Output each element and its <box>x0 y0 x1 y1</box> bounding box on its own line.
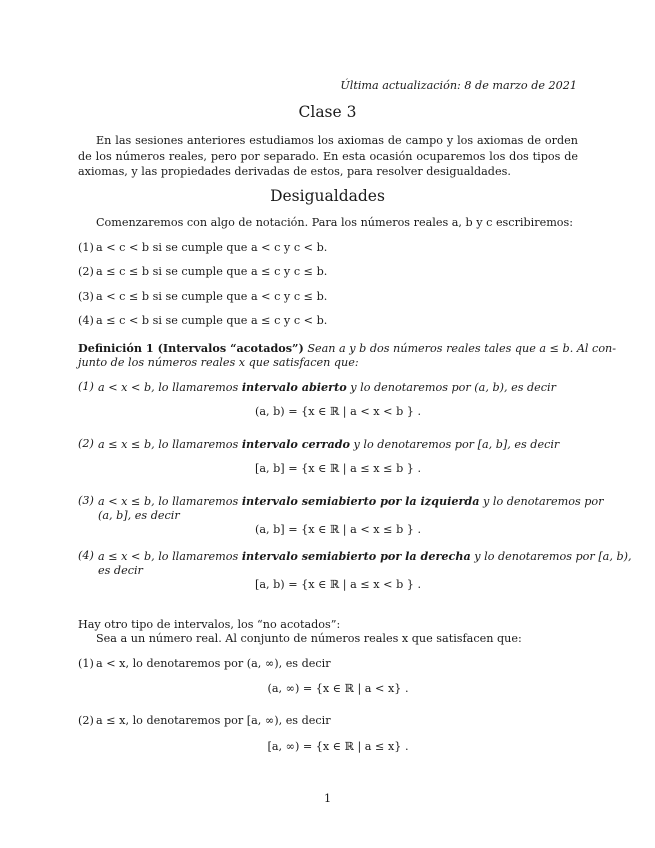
term-bold: intervalo abierto <box>241 380 347 394</box>
def-item: a < x < b, lo llamaremos intervalo abierto y lo denotaremos por (a, b), es decir <box>98 380 556 394</box>
formula: [a, ∞) = {x ∈ ℝ | a ≤ x} . <box>267 740 409 753</box>
list-item-number: (1) <box>78 657 94 670</box>
page-number: 1 <box>323 792 332 805</box>
definition-text: Sean a y b dos números reales tales que a ≤ b. Al con- <box>307 342 617 355</box>
page-title: Clase 3 <box>298 103 357 121</box>
formula: (a, b] = {x ∈ ℝ | a < x ≤ b } . <box>254 523 422 536</box>
list-item: a ≤ x, lo denotaremos por [a, ∞), es decir <box>96 714 331 727</box>
formula: (a, ∞) = {x ∈ ℝ | a < x} . <box>267 682 409 695</box>
term-bold: intervalo semiabierto por la izquierda <box>241 494 480 508</box>
def-item: a ≤ x < b, lo llamaremos intervalo semiabierto por la derecha y lo denotaremos por [a, b), <box>98 549 632 563</box>
term-bold: intervalo semiabierto por la derecha <box>241 549 471 563</box>
list-item-number: (2) <box>78 714 94 727</box>
def-item-continuation: (a, b], es decir <box>98 509 180 522</box>
list-item: a < c ≤ b si se cumple que a < c y c ≤ b. <box>96 290 328 303</box>
definition-label: Definición 1 (Intervalos “acotados”) <box>78 341 304 355</box>
def-item-number: (2) <box>78 437 94 450</box>
list-item-number: (4) <box>78 314 94 327</box>
unbounded-intro: Hay otro tipo de intervalos, los “no acotados”: <box>78 618 341 631</box>
definition-line-1 <box>78 341 616 356</box>
update-date: Última actualización: 8 de marzo de 2021 <box>340 79 577 92</box>
unbounded-sub: Sea a un número real. Al conjunto de números reales x que satisfacen que: <box>96 632 522 645</box>
list-item-number: (3) <box>78 290 94 303</box>
intro-paragraph: En las sesiones anteriores estudiamos los axiomas de campo y los axiomas de orden de los números reales, pero por separado. En esta ocasión ocuparemos los dos tipos de axiomas, y las propiedades derivadas de estos, para resolver desigualdades. <box>78 134 578 178</box>
def-item-number: (3) <box>78 494 94 507</box>
def-item-number: (4) <box>78 549 94 562</box>
formula: [a, b) = {x ∈ ℝ | a ≤ x < b } . <box>254 578 422 591</box>
definition-line-2: junto de los números reales x que satisfacen que: <box>78 356 359 369</box>
list-item: a ≤ c ≤ b si se cumple que a ≤ c y c ≤ b. <box>96 265 328 278</box>
formula: [a, b] = {x ∈ ℝ | a ≤ x ≤ b } . <box>254 462 422 475</box>
section-heading: Desigualdades <box>270 187 385 205</box>
def-item-continuation: es decir <box>98 564 143 577</box>
list-item-number: (1) <box>78 241 94 254</box>
term-bold: intervalo cerrado <box>241 437 350 451</box>
def-item: a ≤ x ≤ b, lo llamaremos intervalo cerrado y lo denotaremos por [a, b], es decir <box>98 437 560 451</box>
list-item: a ≤ c < b si se cumple que a ≤ c y c < b. <box>96 314 328 327</box>
formula: (a, b) = {x ∈ ℝ | a < x < b } . <box>254 405 422 418</box>
def-item: a < x ≤ b, lo llamaremos intervalo semiabierto por la izquierda y lo denotaremos por <box>98 494 604 508</box>
def-item-number: (1) <box>78 380 94 393</box>
list-item-number: (2) <box>78 265 94 278</box>
list-item: a < c < b si se cumple que a < c y c < b. <box>96 241 328 254</box>
notation-intro: Comenzaremos con algo de notación. Para los números reales a, b y c escribiremos: <box>96 216 574 229</box>
list-item: a < x, lo denotaremos por (a, ∞), es decir <box>96 657 331 670</box>
